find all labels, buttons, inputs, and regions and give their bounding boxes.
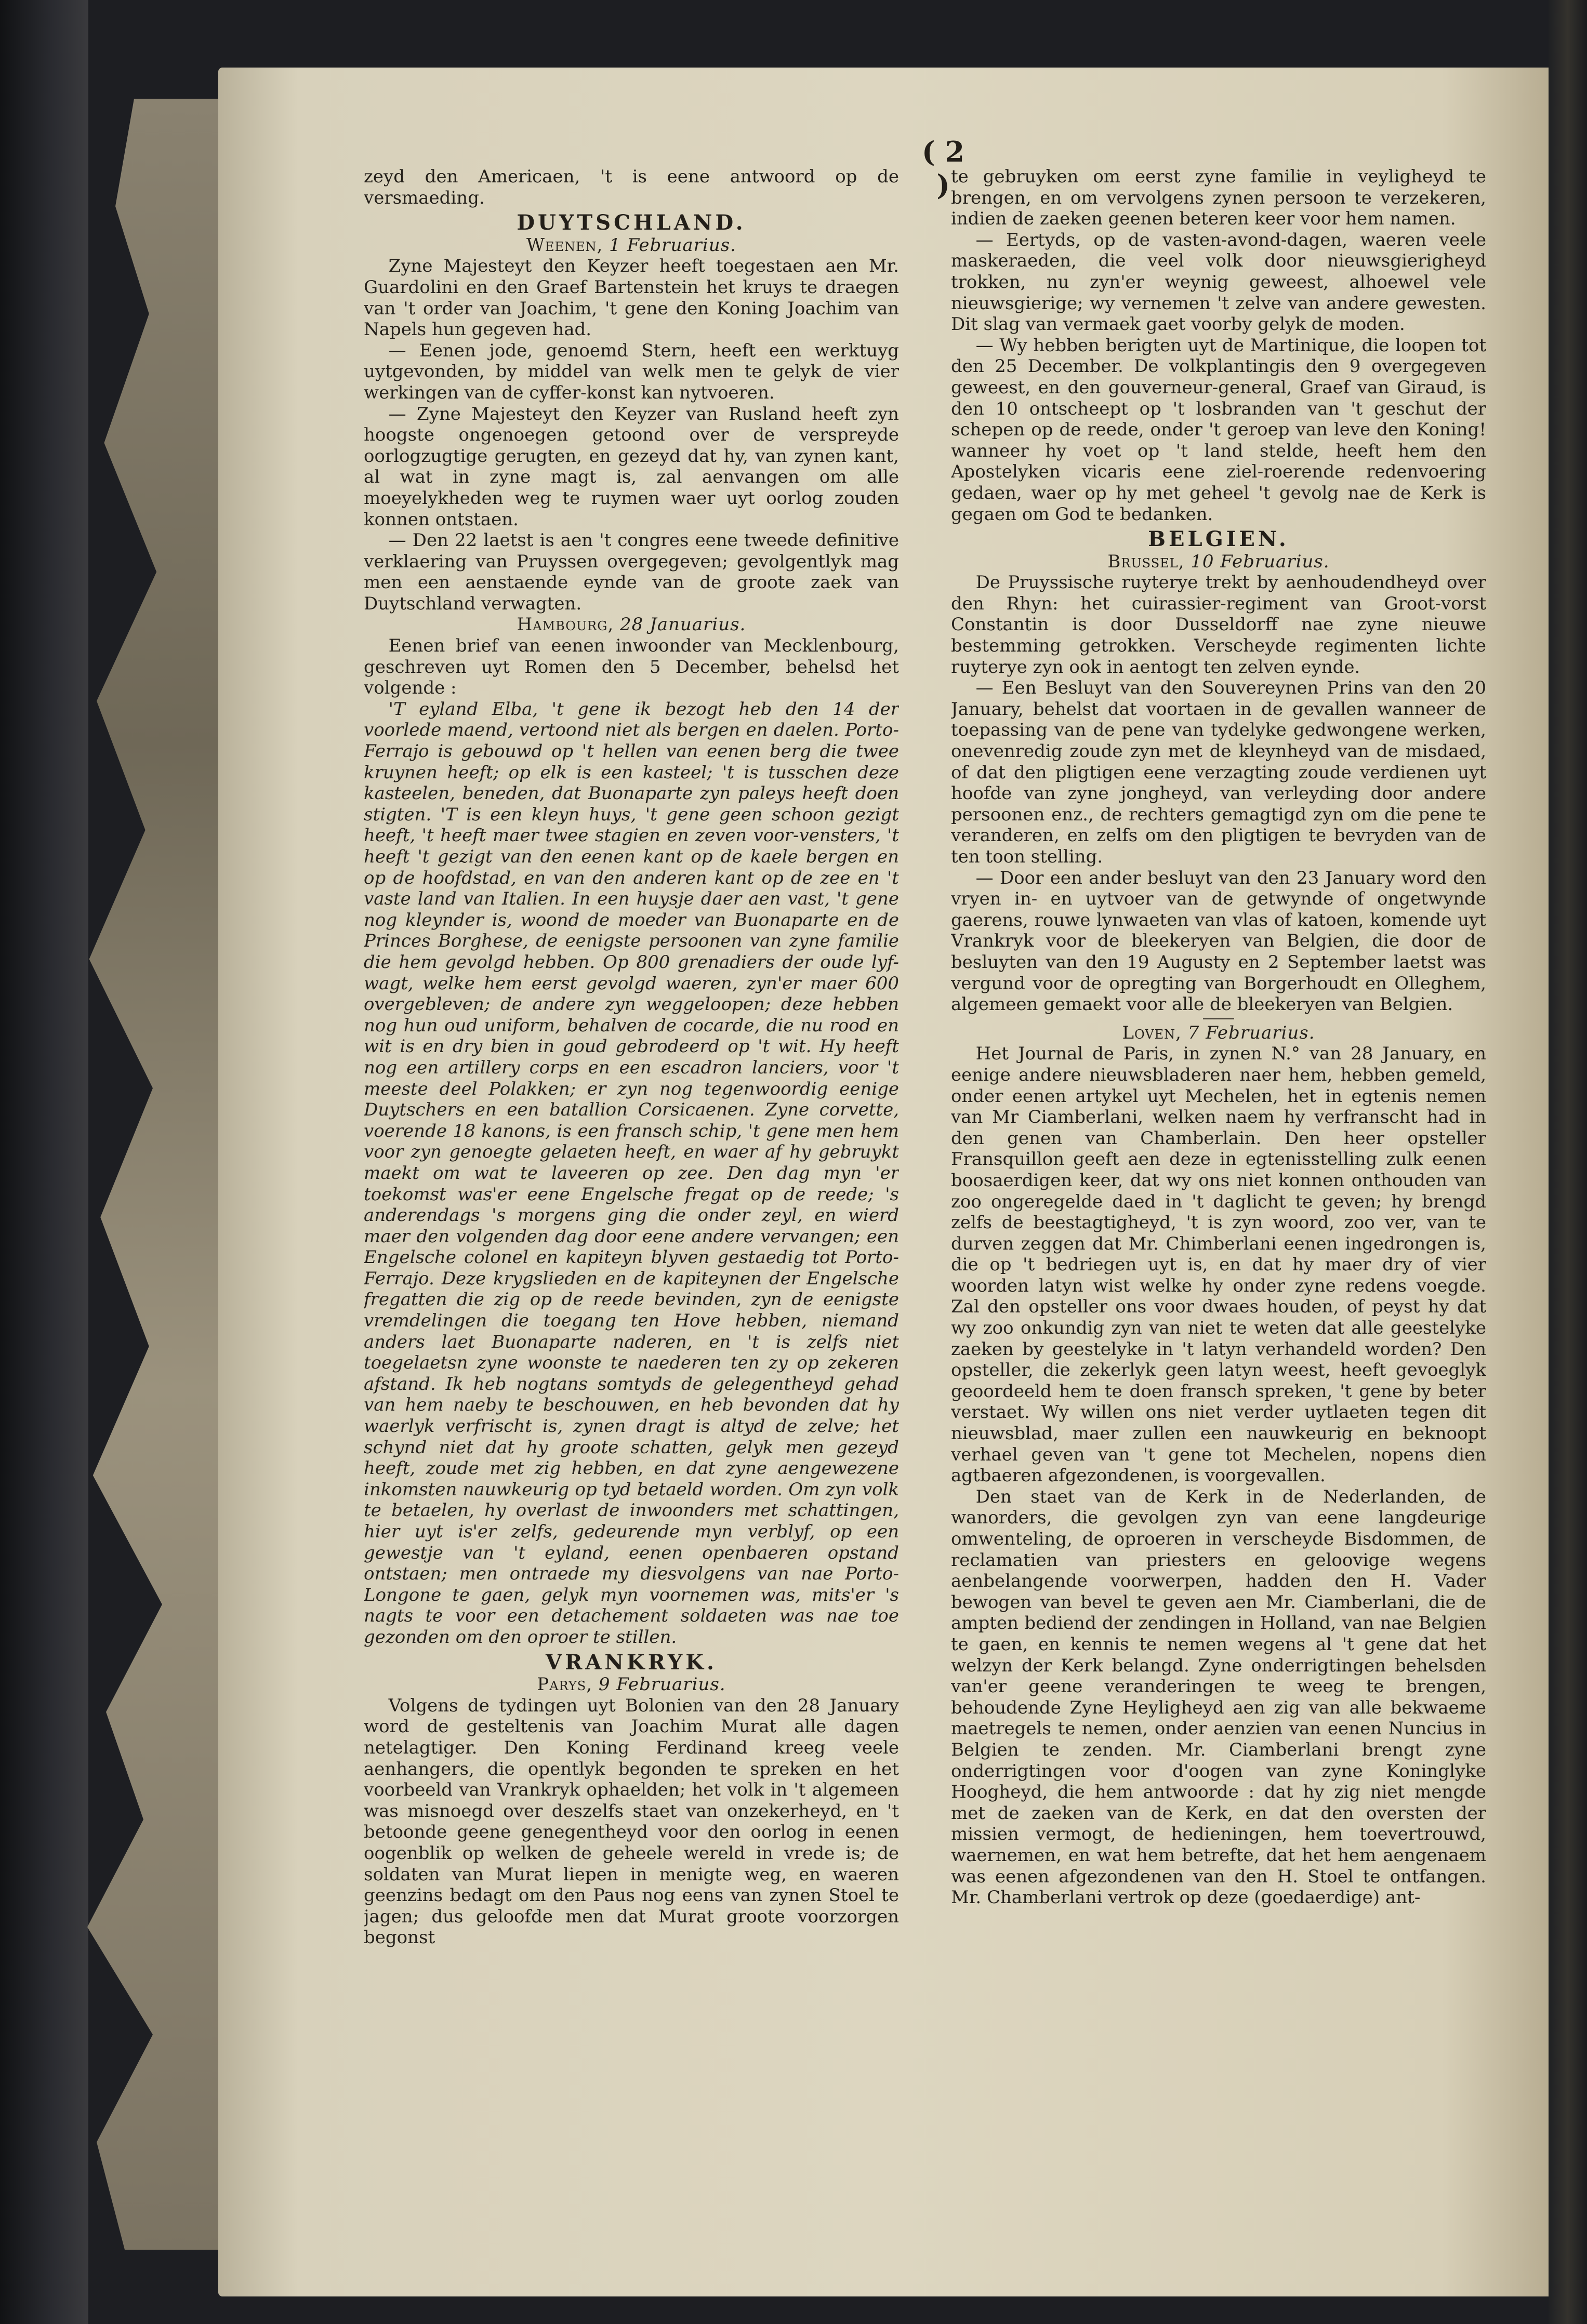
scanner-background-left: [0, 0, 88, 2324]
article-paragraph: Eenen brief van eenen inwoonder van Mecklenbourg, geschreven uyt Romen den 5 December, behelsd het volgende :: [364, 635, 899, 699]
article-paragraph: — Door een ander besluyt van den 23 January word den vryen in- en uytvoer van de getwynde of ongetwynde gaerens, rouwe lynwaeten van vlas of katoen, komende uyt Vrankryk voor de bleekeryen van Belgien, die door de besluyten van den 19 Augusty en 2 September laetst was vergund voor de opregting van Borgerhoudt en Olleghem, algemeen gemaekt voor alle de bleekeryen van Belgien.: [951, 867, 1486, 1015]
dateline-place: Hambourg,: [517, 614, 614, 635]
scanner-background-right: [1549, 0, 1587, 2324]
dateline-parys: [364, 1674, 899, 1695]
dateline-brussel: [951, 551, 1486, 573]
dateline-date: 9 Februarius.: [598, 1674, 726, 1695]
dateline-place: Weenen,: [526, 234, 603, 256]
right-column: [951, 166, 1486, 2193]
continued-paragraph: te gebruyken om eerst zyne familie in veyligheyd te brengen, en om vervolgens zynen persoon te verzekeren, indien de zaeken geenen beteren keer voor hem namen.: [951, 166, 1486, 230]
dateline-date: 28 Januarius.: [620, 614, 746, 635]
article-paragraph: — Een Besluyt van den Souvereynen Prins van den 20 January, behelst dat voortaen in de gevallen wanneer de toepassing van de pene van tydelyke gedwongene werken, onevenredig zoude zyn met de kleynheyd van de misdaed, of dat den pligtigen eene verzagting zoude verdienen uyt hoofde van zyne jongheyd, van verleyding door andere persoonen enz., de rechters gemagtigd zyn om die pene te veranderen, en zelfs om den pligtigen te bevryden van de ten toon stelling.: [951, 678, 1486, 867]
article-paragraph: Het Journal de Paris, in zynen N.° van 28 January, en eenige andere nieuwsbladeren naer hem, hebben gemeld, onder eenen artykel uyt Mechelen, het in egtenis nemen van Mr Ciamberlani, welken naem hy verfranscht had in den genen van Chamberlain. Den heer opsteller Fransquillon geeft aen deze in egtenisstelling zulk eenen boosaerdigen keer, dat wy ons niet konnen onthouden van zoo ongeregelde daed in 't daglicht te geven; hy brengd zelfs de beestagtigheyd, 't is zyn woord, zoo ver, van te durven zeggen dat Mr. Chimberlani eenen ingedrongen is, die op 't bedriegen uyt is, en dat hy maer dry of vier woorden latyn wist welke hy onder zyne redens voegde. Zal den opsteller ons voor dwaes houden, of peyst hy dat wy zoo onkundig zyn van niet te weten dat alle geestelyke zaeken by geestelyke in 't latyn verhandeld worden? Den opsteller, die zekerlyk geen latyn weest, heeft gevoeglyk geoordeeld hem te doen fransch spreken, 't gene by beter verstaet. Wy willen ons niet verder uytlaeten tegen dit nieuwsblad, maer zullen een nauwkeurig en beknoopt verhael geven van 't gene tot Mechelen, nopens dien agtbaeren afgezondenen, is voorgevallen.: [951, 1043, 1486, 1486]
article-paragraph: — Eertyds, op de vasten-avond-dagen, waeren veele maskeraeden, die veel volk door nieuwsgierigheyd trokken, nu zyn'er weynig geweest, alhoewel vele nieuwsgierige; wy vernemen 't zelve van andere gewesten. Dit slag van vermaek gaet voorby gelyk de moden.: [951, 229, 1486, 335]
article-paragraph: — Eenen jode, genoemd Stern, heeft een werktuyg uytgevonden, by middel van welk men te gelyk de vier werkingen van de cyffer-konst kan nytvoeren.: [364, 340, 899, 403]
article-paragraph: Volgens de tydingen uyt Bolonien van den 28 January word de gesteltenis van Joachim Murat alle dagen netelagtiger. Den Koning Ferdinand kreeg veele aenhangers, die opentlyk begonden te spreken en het voorbeeld van Vrankryk ophaelden; het volk in 't algemeen was misnoegd over deszelfs staet van onzekerheyd, en 't betoonde geene genegentheyd voor den oorlog in eenen oogenblik op welken de geheele wereld in vrede is; de soldaten van Murat liepen in menigte weg, en waeren geenzins bedagt om den Paus nog eens van zynen Stoel te jagen; dus geloofde men dat Murat groote voorzorgen begonst: [364, 1695, 899, 1948]
intro-paragraph: zeyd den Americaen, 't is eene antwoord op de versmaeding.: [364, 166, 899, 208]
section-heading-duytschland: DUYTSCHLAND.: [517, 210, 746, 235]
page-number: ( 2 ): [922, 135, 964, 202]
left-column: [364, 166, 899, 2193]
divider: [1203, 1018, 1234, 1019]
article-paragraph: — Den 22 laetst is aen 't congres eene tweede definitive verklaering van Pruyssen overgegeven; gevolgentlyk mag men een aenstaende eynde van de groote zaek van Duytschland verwagten.: [364, 530, 899, 614]
article-paragraph: Den staet van de Kerk in de Nederlanden, de wanorders, die gevolgen zyn van eene langdeurige omwenteling, de oproeren in verscheyde Bisdommen, de reclamatien van priesters en geloovige wegens aenbelangende voorwerpen, hadden den H. Vader bewogen van bevel te geven aen Mr. Ciamberlani, die de ampten bediend der zendingen in Holland, van nae Belgien te gaen, en kennis te nemen wegens al 't gene dat het welzyn der Kerk belangd. Zyne onderrigtingen behelsden van'er geene veranderingen te weeg te brengen, behoudende Zyne Heyligheyd aen zig van alle bekwaeme maetregels te nemen, onder aenzien van eenen Nuncius in Belgien te zenden. Mr. Ciamberlani brengt zyne onderrigtingen voor d'oogen van zyne Koninglyke Hoogheyd, die hem antwoorde : dat hy zig niet mengde met de zaeken van de Kerk, en dat den oversten der missien vermogt, de hedieningen, hem toevertrouwd, waernemen, en wat hem betrefte, dat het hem aengenaem was eenen afgezondenen van den H. Stoel te ontfangen. Mr. Chamberlani vertrok op deze (goedaerdige) ant-: [951, 1486, 1486, 1908]
article-paragraph: — Zyne Majesteyt den Keyzer van Rusland heeft zyn hoogste ongenoegen getoond over de verspreyde oorlogzugtige gerugten, en gezeyd dat hy, van zynen kant, al wat in zyne magt is, zal aenvangen om alle moeyelykheden weg te ruymen waer uyt oorlog zouden konnen ontstaen.: [364, 403, 899, 530]
article-paragraph: — Wy hebben berigten uyt de Martinique, die loopen tot den 25 December. De volkplantingis den 9 overgegeven geweest, en den gouverneur-general, Graef van Giraud, is den 10 ontscheept op 't losbranden van 't geschut der schepen op de reede, onder 't geroep van leve den Koning! wanneer hy voet op 't land stelde, heeft hem den Apostelyken vicaris eene ziel-roerende redenvoering gedaen, waer op hy met geheel 't gevolg nae de Kerk is gegaen om God te bedanken.: [951, 335, 1486, 525]
article-paragraph: Zyne Majesteyt den Keyzer heeft toegestaen aen Mr. Guardolini en den Graef Bartenstein het kruys te draegen van 't order van Joachim, 't gene den Koning Joachim van Napels hun gegeven had.: [364, 256, 899, 340]
dateline-weenen: [364, 235, 899, 256]
dateline-place: Brussel,: [1107, 551, 1185, 572]
section-heading-belgien: BELGIEN.: [1148, 527, 1289, 552]
dateline-date: 7 Februarius.: [1187, 1022, 1315, 1043]
dateline-date: 1 Februarius.: [609, 234, 736, 256]
quoted-letter: 'T eyland Elba, 't gene ik bezogt heb den 14 der voorlede maend, vertoond niet als bergen en daelen. Porto-Ferrajo is gebouwd op 't hellen van eenen berg die twee kruynen heeft; op elk is een kasteel; 't is tusschen deze kasteelen, beneden, dat Buonaparte zyn paleys heeft doen stigten. 'T is een kleyn huys, 't gene geen schoon gezigt heeft, 't heeft maer twee stagien en zeven voor-vensters, 't heeft 't gezigt van den eenen kant op de kaele bergen en op de hoofdstad, en van den anderen kant op de zee en 't vaste land van Italien. In een huysje daer aen vast, 't gene nog kleynder is, woond de moeder van Buonaparte en de Princes Borghese, de eenigste persoonen van zyne familie die hem gevolgd hebben. Op 800 grenadiers der oude lyf-wagt, welke hem eerst gevolgd waeren, zyn'er maer 600 overgebleven; de andere zyn weggeloopen; deze hebben nog hun oud uniform, behalven de cocarde, die nu rood en wit is en dry bien in goud gebrodeerd op 't wit. Hy heeft nog een artillery corps en een escadron lanciers, voor 't meeste deel Polakken; er zyn nog tegenwoordig eenige Duytschers en een batallion Corsicaenen. Zyne corvette, voerende 18 kanons, is een fransch schip, 't gene men hem voor zyn genoegte gelaeten heeft, en waer af hy gebruykt maekt om wat te laveeren op zee. Den dag myn 'er toekomst was'er eene Engelsche fregat op de reede; 's anderendags 's morgens ging die onder zeyl, en wierd maer den volgenden dag door eene andere vervangen; een Engelsche colonel en kapiteyn blyven gestaedig tot Porto-Ferrajo. Deze krygslieden en de kapiteynen der Engelsche fregatten die zig op de reede bevinden, zyn de eenigste vremdelingen die toegang ten Hove hebben, niemand anders laet Buonaparte naderen, en 't is zelfs niet toegelaetsn zyne woonste te naederen ten zy op zekeren afstand. Ik heb nogtans somtyds de gelegentheyd gehad van hem naeby te beschouwen, en heb bevonden dat hy waerlyk verfrischt is, zynen dragt is altyd de zelve; het schynd niet dat hy groote schatten, gelyk men gezeyd heeft, zoude met zig hebben, en dat zyne aengewezene inkomsten nauwkeurig op tyd betaeld worden. Om zyn volk te betaelen, hy overlast de inwoonders met schattingen, hier uyt is'er zelfs, gedeurende myn verblyf, op een gewestje van 't eyland, eenen openbaeren opstand ontstaen; men ontraede my diesvolgens van nae Porto-Longone te gaen, gelyk myn voornemen was, mits'er 's nagts te voor een detachement soldaeten was nae toe gezonden om den oproer te stillen.: [364, 698, 899, 1648]
article-paragraph: De Pruyssische ruyterye trekt by aenhoudendheyd over den Rhyn: het cuirassier-regiment van Groot-vorst Constantin is door Dusseldorff nae zyne nieuwe bestemming getrokken. Verscheyde regimenten lichte ruyterye zyn ook in aentogt ten zelven eynde.: [951, 572, 1486, 678]
dateline-place: Loven,: [1122, 1022, 1182, 1043]
dateline-date: 10 Februarius.: [1191, 551, 1330, 572]
dateline-loven: [951, 1022, 1486, 1044]
dateline-place: Parys,: [537, 1674, 593, 1695]
dateline-hambourg: [364, 614, 899, 635]
section-heading-vrankryk: VRANKRYK.: [546, 1650, 717, 1675]
